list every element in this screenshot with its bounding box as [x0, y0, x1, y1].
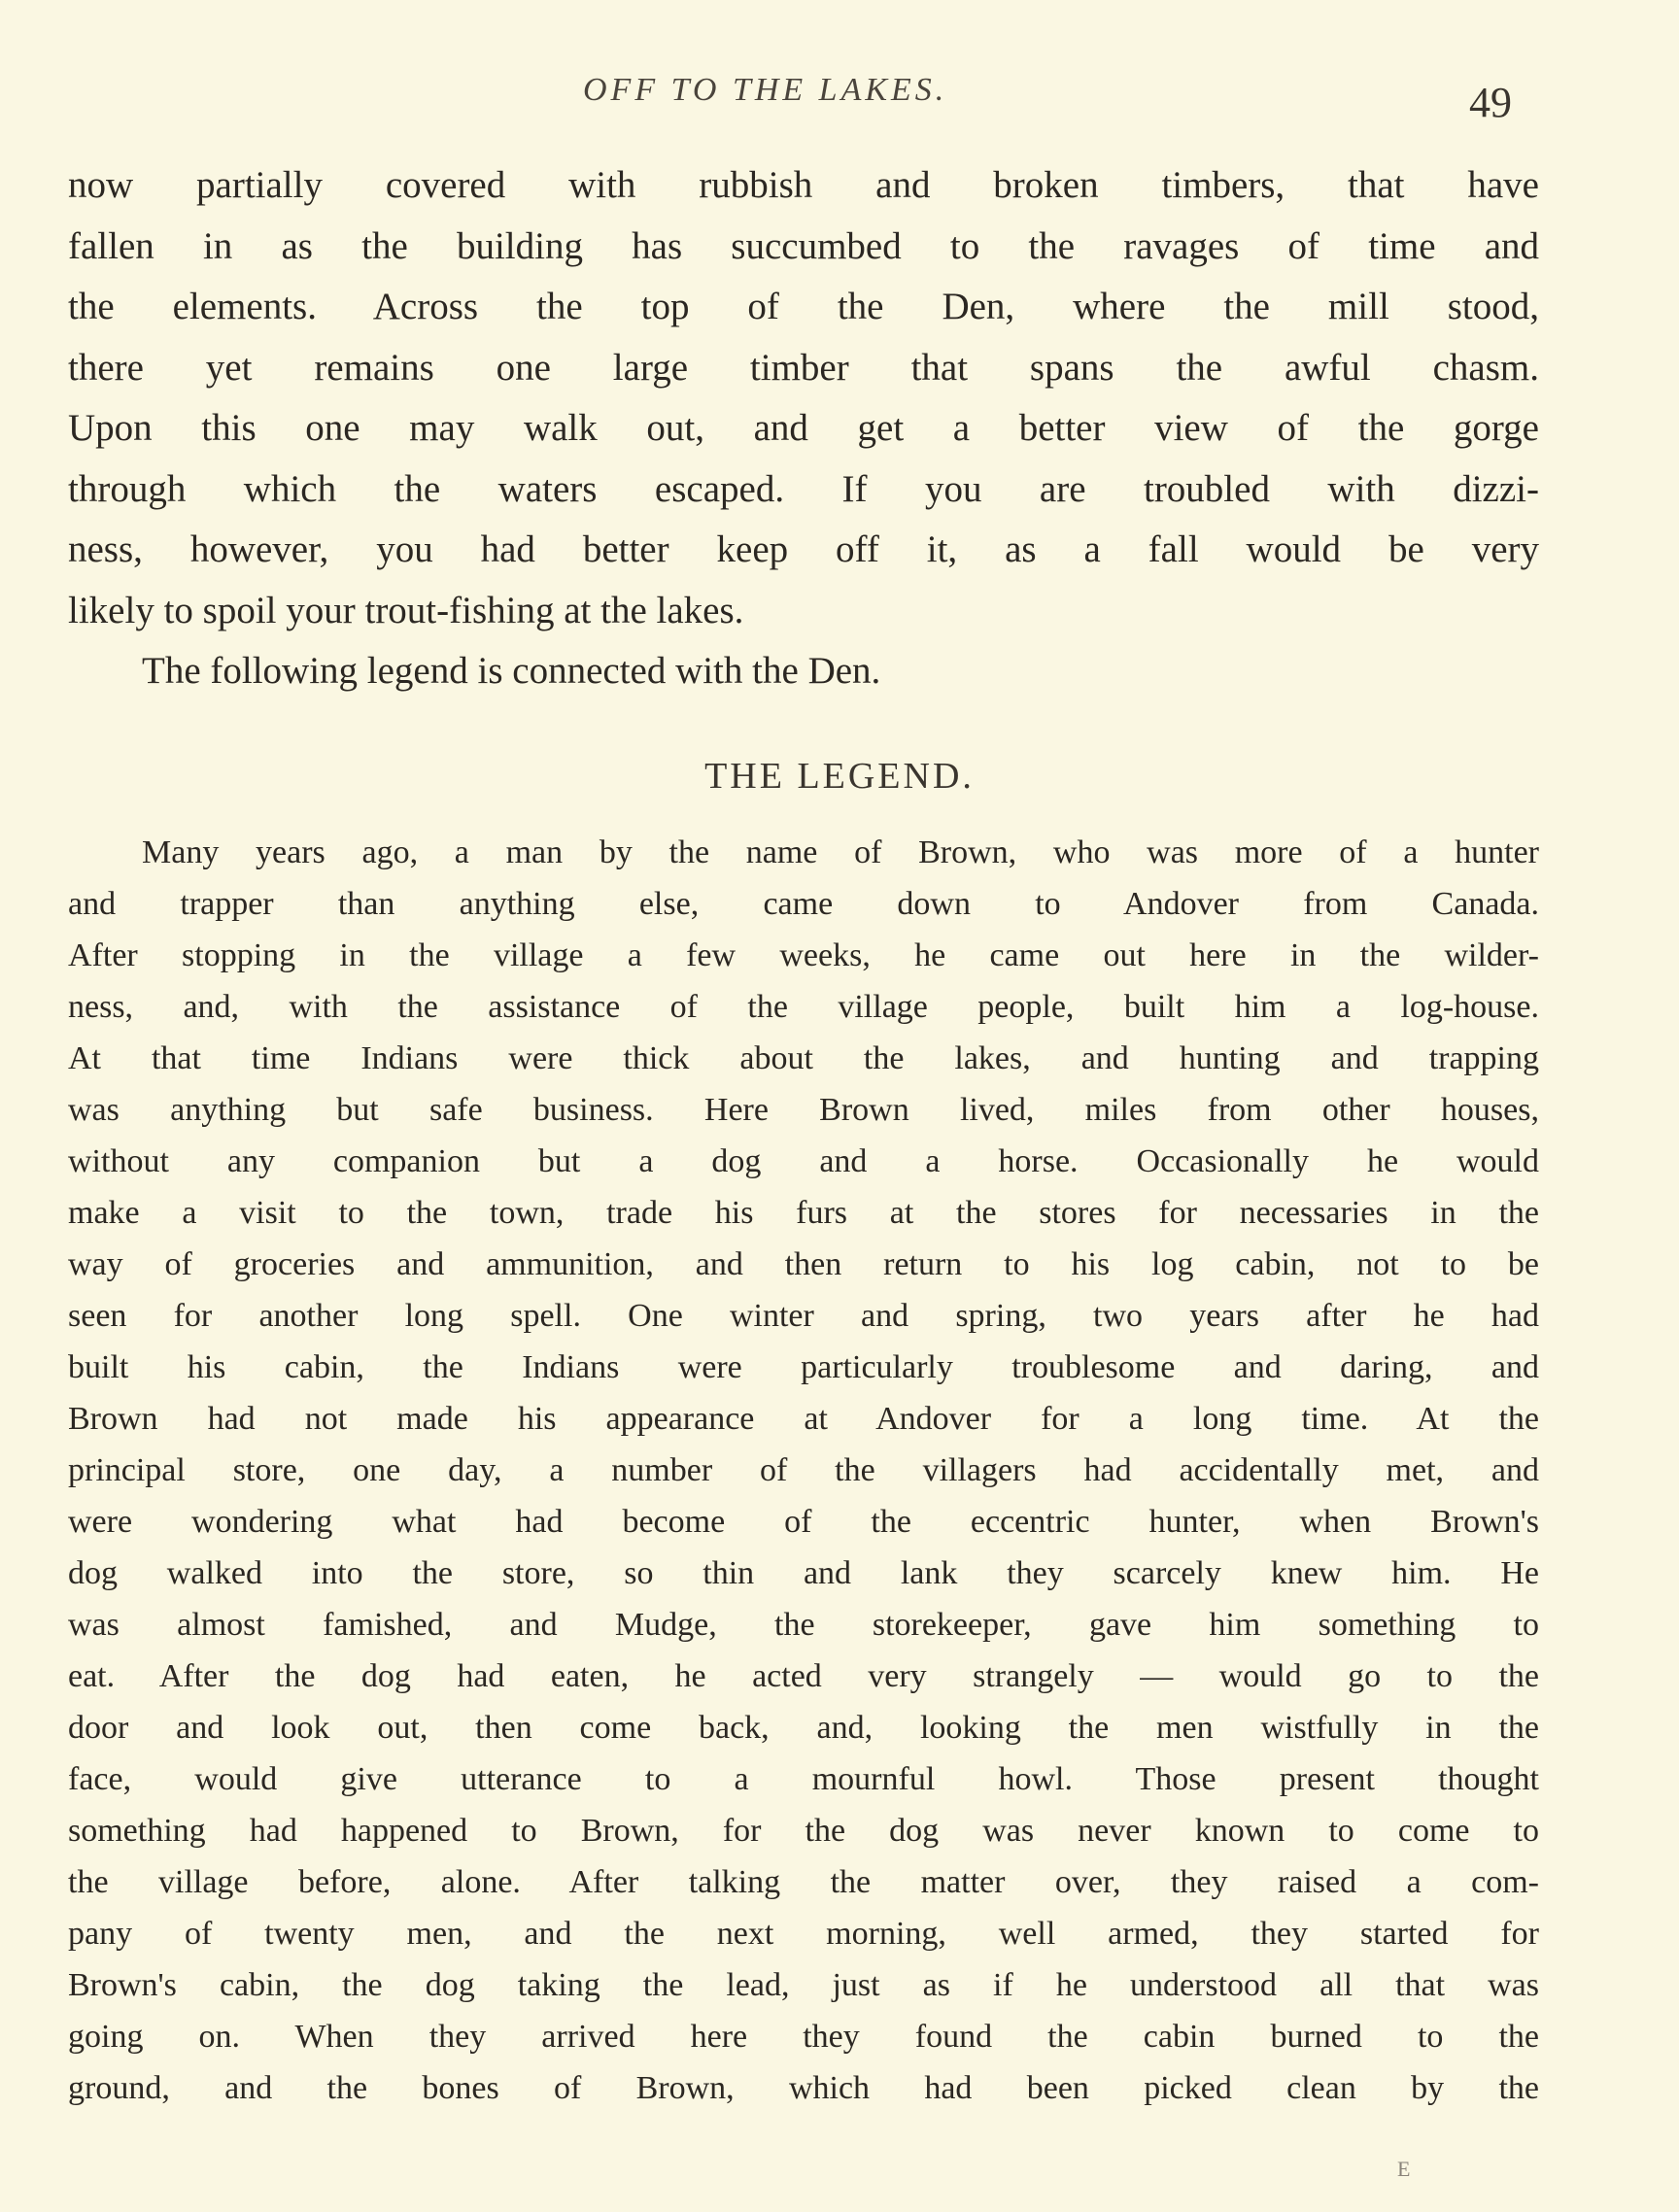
- text-line: ness, and, with the assistance of the village people, built him a log-house.: [68, 989, 1539, 1025]
- text-line: ground, and the bones of Brown, which had been picked clean by the: [68, 2070, 1539, 2106]
- text-line: At that time Indians were thick about the lakes, and hunting and trapping: [68, 1040, 1539, 1076]
- text-line: seen for another long spell. One winter and spring, two years after he had: [68, 1298, 1539, 1334]
- page-number: 49: [1469, 79, 1512, 126]
- text-line: and trapper than anything else, came down to Andover from Canada.: [68, 886, 1539, 922]
- text-line: Many years ago, a man by the name of Brown, who was more of a hunter: [142, 834, 1539, 870]
- text-line: built his cabin, the Indians were particularly troublesome and daring, and: [68, 1349, 1539, 1385]
- text-line: was anything but safe business. Here Brown lived, miles from other houses,: [68, 1092, 1539, 1128]
- text-line: Upon this one may walk out, and get a better view of the gorge: [68, 407, 1539, 449]
- text-line: way of groceries and ammunition, and then return to his log cabin, not to be: [68, 1246, 1539, 1282]
- text-line: through which the waters escaped. If you are troubled with dizzi-: [68, 467, 1539, 510]
- text-line: likely to spoil your trout-fishing at the lakes.: [68, 589, 744, 631]
- text-line: was almost famished, and Mudge, the storekeeper, gave him something to: [68, 1607, 1539, 1643]
- text-line: dog walked into the store, so thin and lank they scarcely knew him. He: [68, 1555, 1539, 1591]
- section-heading: THE LEGEND.: [704, 756, 975, 797]
- text-line: After stopping in the village a few weeks, he came out here in the wilder-: [68, 937, 1539, 973]
- transition-line: The following legend is connected with the Den.: [142, 650, 881, 692]
- text-line: the elements. Across the top of the Den, where the mill stood,: [68, 286, 1539, 327]
- text-line: Brown had not made his appearance at Andover for a long time. At the: [68, 1401, 1539, 1437]
- text-line: eat. After the dog had eaten, he acted very strangely — would go to the: [68, 1658, 1539, 1694]
- text-line: going on. When they arrived here they found the cabin burned to the: [68, 2019, 1539, 2055]
- text-line: pany of twenty men, and the next morning, well armed, they started for: [68, 1916, 1539, 1952]
- text-line: without any companion but a dog and a horse. Occasionally he would: [68, 1143, 1539, 1179]
- text-line: the village before, alone. After talking the matter over, they raised a com-: [68, 1864, 1539, 1900]
- text-line: ness, however, you had better keep off it, as a fall would be very: [68, 528, 1539, 570]
- text-line: face, would give utterance to a mournful howl. Those present thought: [68, 1761, 1539, 1797]
- text-line: now partially covered with rubbish and broken timbers, that have: [68, 164, 1539, 206]
- signature-mark: E: [1397, 2157, 1411, 2181]
- text-line: fallen in as the building has succumbed to the ravages of time and: [68, 224, 1539, 267]
- running-title: OFF TO THE LAKES.: [583, 72, 948, 108]
- text-line: principal store, one day, a number of the villagers had accidentally met, and: [68, 1452, 1539, 1488]
- text-line: something had happened to Brown, for the dog was never known to come to: [68, 1813, 1539, 1849]
- text-line: door and look out, then come back, and, looking the men wistfully in the: [68, 1710, 1539, 1746]
- text-line: were wondering what had become of the eccentric hunter, when Brown's: [68, 1504, 1539, 1540]
- running-head: [0, 72, 1679, 126]
- text-line: make a visit to the town, trade his furs at the stores for necessaries in the: [68, 1195, 1539, 1231]
- text-line: there yet remains one large timber that spans the awful chasm.: [68, 346, 1539, 389]
- legend-paragraph: [68, 827, 1539, 2114]
- text-line: Brown's cabin, the dog taking the lead, just as if he understood all that was: [68, 1967, 1539, 2003]
- intro-paragraph: [68, 155, 1539, 702]
